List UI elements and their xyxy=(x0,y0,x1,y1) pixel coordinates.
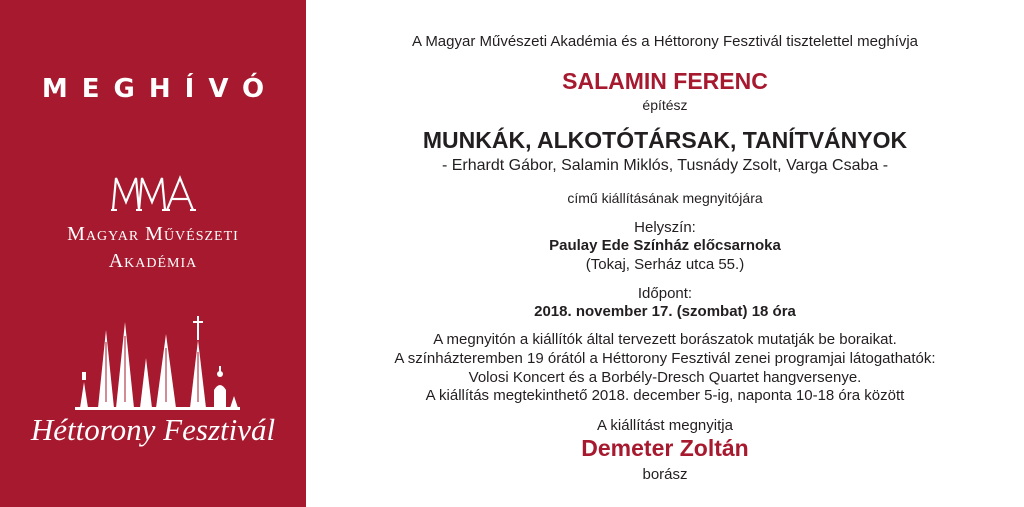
collaborators: - Erhardt Gábor, Salamin Miklós, Tusnády Zsolt, Varga Csaba - xyxy=(441,157,889,174)
opener-name: Demeter Zoltán xyxy=(581,435,749,461)
seven-towers-icon xyxy=(70,312,250,414)
invitation-body xyxy=(306,0,1024,507)
exhibition-title: MUNKÁK, ALKOTÓTÁRSAK, TANÍTVÁNYOK xyxy=(422,127,908,153)
honoree-name: SALAMIN FERENC xyxy=(562,68,768,94)
mma-name-line2: Akadémia xyxy=(108,250,198,272)
festival-name: Héttorony Fesztivál xyxy=(30,412,276,447)
venue-address: (Tokaj, Serház utca 55.) xyxy=(585,256,745,273)
time-value: 2018. november 17. (szombat) 18 óra xyxy=(534,303,796,320)
time-label: Időpont: xyxy=(637,285,693,302)
venue-name: Paulay Ede Színház előcsarnoka xyxy=(549,237,781,254)
mma-logo-icon xyxy=(110,172,196,214)
opener-title: borász xyxy=(642,466,688,483)
opener-intro: A kiállítást megnyitja xyxy=(597,417,733,434)
opening-text: című kiállításának megnyitójára xyxy=(567,190,763,206)
mma-name xyxy=(0,221,306,275)
intro-text: A Magyar Művészeti Akadémia és a Héttorony Fesztivál tisztelettel meghívja xyxy=(411,33,919,50)
info-line-2: A színházteremben 19 órától a Héttorony Fesztivál zenei programjai látogathatók: xyxy=(394,350,936,367)
info-line-3: Volosi Koncert és a Borbély-Dresch Quartet hangversenye. xyxy=(468,369,862,386)
honoree-title: építész xyxy=(642,97,688,113)
info-line-1: A megnyitón a kiállítók által tervezett borászatok mutatják be boraikat. xyxy=(433,331,897,348)
venue-label: Helyszín: xyxy=(634,219,696,236)
mma-name-line1: Magyar Művészeti xyxy=(67,223,239,245)
invitation-heading: MEGHÍVÓ xyxy=(41,74,279,104)
left-panel xyxy=(0,0,306,507)
info-line-4: A kiállítás megtekinthető 2018. december 5-ig, naponta 10-18 óra között xyxy=(425,387,905,404)
